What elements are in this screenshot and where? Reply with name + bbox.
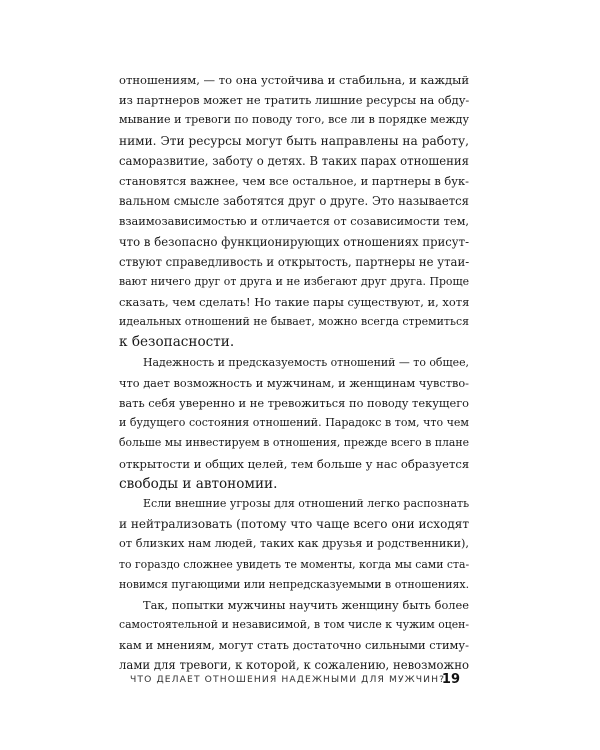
text-line: кам и мнениям, могут стать достаточно сильными стиму-	[119, 638, 469, 653]
text-line: свободы и автономии.	[119, 475, 278, 492]
text-line: то гораздо сложнее увидеть те моменты, когда мы сами ста-	[119, 557, 470, 571]
running-head: ЧТО ДЕЛАЕТ ОТНОШЕНИЯ НАДЕЖНЫМИ ДЛЯ МУЖЧИН?	[130, 674, 446, 685]
text-line: вальном смысле заботятся друг о друге. Это называется	[119, 194, 469, 209]
text-line: больше мы инвестируем в отношения, прежде всего в плане	[119, 436, 469, 450]
text-line: Так, попытки мужчины научить женщину быть более	[143, 597, 469, 612]
text-line: лами для тревоги, к которой, к сожалению, невозможно	[119, 658, 469, 673]
text-line: взаимозависимостью и отличается от созависимости тем,	[119, 214, 469, 229]
page-footer	[130, 672, 460, 690]
body-text	[119, 70, 469, 676]
text-line: к безопасности.	[119, 334, 235, 351]
text-line: из партнеров может не тратить лишние ресурсы на обду-	[119, 93, 470, 108]
text-line: отношениям, — то она устойчива и стабильна, и каждый	[119, 73, 470, 87]
text-line: сказать, чем сделать! Но такие пары существуют, и, хотя	[119, 295, 470, 310]
text-line: новимся пугающими или непредсказуемыми в отношениях.	[119, 577, 470, 591]
text-line: что в безопасно функционирующих отношениях присут-	[119, 234, 469, 249]
text-line: Если внешние угрозы для отношений легко распознать	[143, 496, 470, 510]
text-line: идеальных отношений не бывает, можно всегда стремиться	[119, 315, 469, 329]
text-line: от близких нам людей, таких как друзья и родственники),	[119, 537, 469, 551]
text-line: Надежность и предсказуемость отношений — то общее,	[143, 355, 469, 369]
text-line: и нейтрализовать (потому что чаще всего они исходят	[119, 517, 470, 532]
text-line: вать себя уверенно и не тревожиться по поводу текущего	[119, 396, 469, 410]
text-line: становятся важнее, чем все остальное, и партнеры в бук-	[119, 173, 469, 188]
text-line: что дает возможность и мужчинам, и женщинам чувство-	[119, 375, 469, 390]
text-line: мывание и тревоги по поводу того, все ли в порядке между	[119, 113, 470, 127]
page-number: 19	[441, 672, 460, 687]
text-line: открытости и общих целей, тем больше у нас образуется	[119, 456, 470, 471]
text-line: самостоятельной и независимой, в том числе к чужим оцен-	[119, 618, 469, 632]
text-line: ними. Эти ресурсы могут быть направлены на работу,	[119, 133, 469, 148]
text-line: саморазвитие, заботу о детях. В таких парах отношения	[119, 153, 469, 168]
text-line: и будущего состояния отношений. Парадокс в том, что чем	[119, 416, 469, 430]
text-line: ствуют справедливость и открытость, партнеры не утаи-	[119, 254, 470, 269]
text-line: вают ничего друг от друга и не избегают друг друга. Проще	[119, 274, 469, 288]
